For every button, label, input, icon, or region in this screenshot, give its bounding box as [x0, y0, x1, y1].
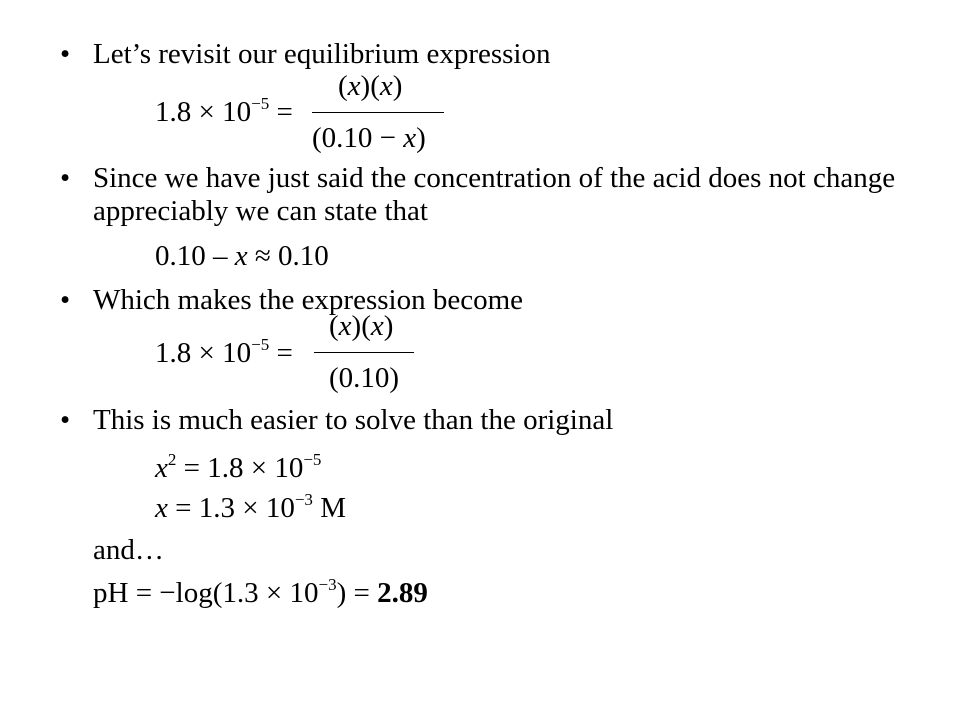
eq1-lhs-exponent: −5	[251, 94, 270, 113]
bullet-marker: •	[60, 162, 71, 194]
x-squared-equation: $x^2 = 1.8 \times 10^{-5}$	[155, 450, 322, 484]
eq2-lhs: 1.8 × 10	[155, 337, 252, 369]
eq2-lhs-exponent: −5	[251, 335, 270, 354]
eq2-equals: =	[269, 337, 293, 369]
equation-1-lhs	[155, 96, 293, 129]
approximation-line: 0.10 – x ≈ 0.10	[155, 240, 329, 272]
bullet-text-revisit: Let’s revisit our equilibrium expression	[93, 38, 551, 70]
eq2-denominator: (0.10)	[329, 362, 400, 394]
eq1-lhs: 1.8 × 10	[155, 96, 252, 128]
bullet-text-expression-become: Which makes the expression become	[93, 284, 524, 316]
eq2-numerator: (x)(x)	[329, 310, 394, 342]
bullet-text-concentration: Since we have just said the concentration of the acid does not change appreciably we can state that	[93, 162, 896, 228]
bullet-marker: •	[60, 284, 71, 316]
bullet-marker: •	[60, 404, 71, 436]
eq1-denominator: (0.10 − x)	[312, 122, 426, 154]
ph-result-equation: pH = $-\log(1.3 \times 10^{-3}) = 2.89$	[93, 575, 428, 609]
eq1-numerator: (x)(x)	[338, 70, 403, 102]
and-continuation: and…	[93, 534, 164, 566]
ph-result-value: 2.89	[377, 577, 428, 609]
x-solution-equation: $x = 1.3 \times 10^{-3}$ M	[155, 490, 346, 524]
bullet-marker: •	[60, 38, 71, 70]
equation-2-lhs	[155, 337, 293, 370]
eq2-fraction-bar	[314, 352, 414, 353]
eq1-equals: =	[269, 96, 293, 128]
bullet-text-easier: This is much easier to solve than the original	[93, 404, 614, 436]
eq1-fraction-bar	[312, 112, 444, 113]
